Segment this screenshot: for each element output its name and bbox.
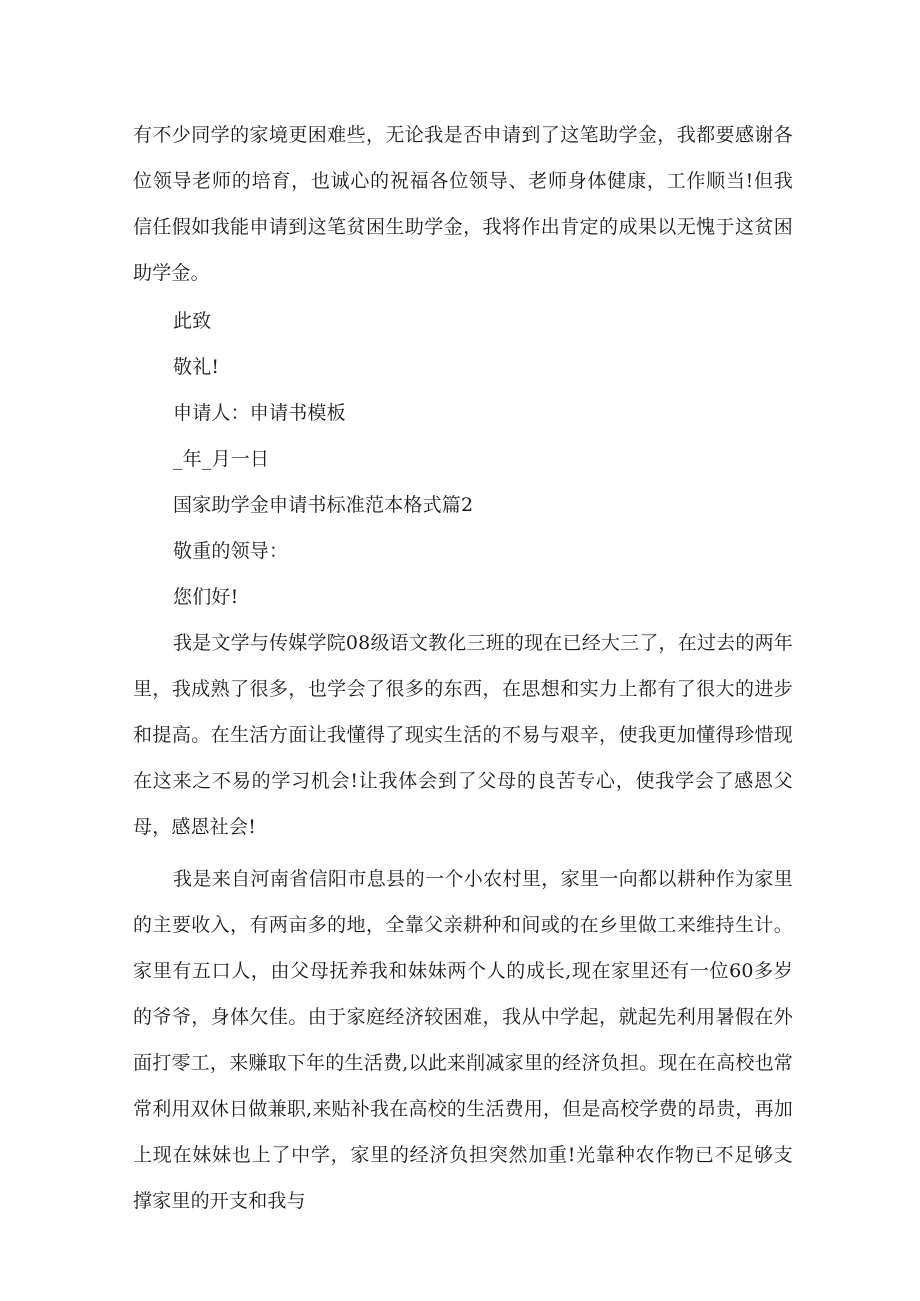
applicant-line: 申请人：申请书模板 (173, 402, 346, 424)
section-heading: 国家助学金申请书标准范本格式篇2 (173, 494, 474, 516)
paragraph-closing-thanks: 有不少同学的家境更困难些，无论我是否申请到了这笔助学金，我都要感谢各位领导老师的培育，也诚心的祝福各位领导、老师身体健康，工作顺当!但我信任假如我能申请到这笔贫困生助学金，我将作出肯定的成果以无愧于这贫困助学金。 (133, 124, 793, 284)
paragraph-introduction: 我是文学与传媒学院08级语文教化三班的现在已经大三了，在过去的两年里，我成熟了很多，也学会了很多的东西，在思想和实力上都有了很大的进步和提高。在生活方面让我懂得了现实生活的不易与艰辛，使我更加懂得珍惜现在这来之不易的学习机会!让我体会到了父母的良苦专心，使我学会了感恩父母，感恩社会! (133, 632, 793, 838)
paragraph-family-background: 我是来自河南省信阳市息县的一个小农村里，家里一向都以耕种作为家里的主要收入，有两亩多的地，全靠父亲耕种和间或的在乡里做工来维持生计。家里有五口人，由父母抚养我和妹妹两个人的成长,现在家里还有一位60多岁的爷爷，身体欠佳。由于家庭经济较困难，我从中学起，就起先利用暑假在外面打零工，来赚取下年的生活费,以此来削减家里的经济负担。现在在高校也常常利用双休日做兼职,来贴补我在高校的生活费用，但是高校学费的昂贵，再加上现在妹妹也上了中学，家里的经济负担突然加重!光靠种农作物已不足够支撑家里的开支和我与 (133, 868, 793, 1212)
salutation-jingli: 敬礼! (173, 356, 220, 378)
greeting-addressee: 敬重的领导： (173, 540, 289, 562)
document-body (133, 112, 793, 1224)
salutation-cizhi: 此致 (173, 310, 212, 332)
date-line: _年_月一日 (173, 448, 270, 470)
greeting-hello: 您们好! (173, 586, 239, 608)
